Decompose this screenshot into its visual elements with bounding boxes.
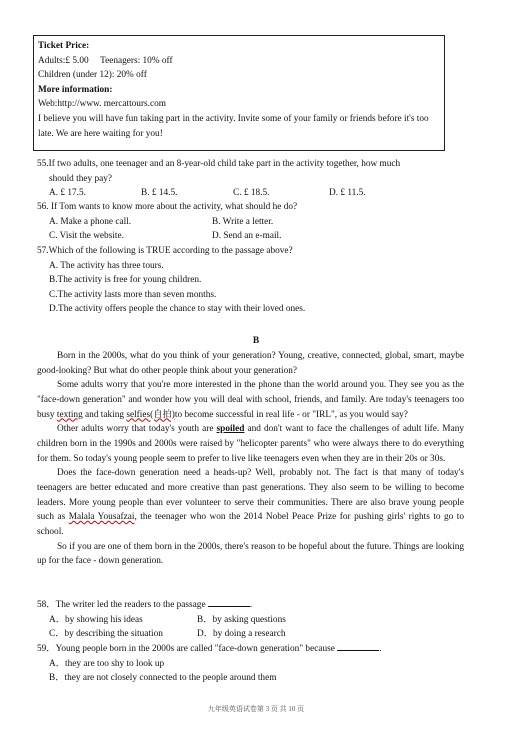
reading-passage-b [37,349,464,569]
paragraph-2-text-b: and taking [82,409,127,420]
paragraph-3-text-b: and don't want to face the challenges of adult life. Many children born in the 1990s and 2000s were raised by "helicopter parents" who were always there to do everything for them. So today's young people seem to prefer to live like teenagers even when they are in their 20s or 30s. [37,424,464,464]
prices-line-1: Adults:£ 5.00 Teenagers: 10% off [38,55,173,66]
option-c: C.The activity lasts more than seven months. [49,289,217,300]
option-d: D. £ 11.5. [329,188,366,199]
options-row [37,186,465,201]
question-55 [37,157,465,201]
option-b: B．they are not closely connected to the people around them [49,673,277,684]
paragraph-4-text-a: Does the face-down generation need a heads-up? Well, probably not. The fact is that many of today's teenagers are better educated and more creative than past generations. They also seem to be willing to become leaders. More young people than ever volunteer to serve their communities. There are also brave young people such as [37,468,464,523]
options-row-1 [37,215,465,230]
question-stem-line [37,641,465,657]
name-malala: Malala Yousafzai [68,512,135,523]
paragraph-3-text-a: Other adults worry that today's youth are [57,424,217,435]
word-selfies: selfies(自拍) [126,409,175,420]
question-stem: 55.If two adults, one teenager and an 8-year-old child take part in the activity together, how much [37,159,401,169]
question-56 [37,200,465,244]
word-spoiled: spoiled [216,424,245,435]
website-line: Web:http://www. mercattours.com [38,99,166,110]
answer-blank [337,641,379,651]
option-b: B. £ 14.5. [141,188,178,199]
option-d: D．by doing a research [197,629,286,640]
paragraph-5: So if you are one of them born in the 2000s, there's reason to be hopeful about the future. Things are looking up for the face - down generation. [37,541,464,567]
word-texting: texting [56,409,83,420]
question-stem-end: . [249,600,253,610]
question-stem-line [37,597,465,613]
paragraph-2-text-c: to become successful in real life - or "IRL", as you would say? [174,409,408,420]
section-b-heading: B [252,336,260,346]
paragraph-4-text-b: , the teenager who won the 2014 Nobel Peace Prize for pushing girls' rights to go to school. [37,512,465,537]
option-b: B. Write a letter. [212,216,274,227]
options-row-1 [37,613,465,628]
paragraph-2-text-a: Some adults worry that you're more interested in the phone than the world around you. They see you as the "face-down generation" and wonder how you will deal with school, friends, and family. Are today's teenagers too busy [37,380,464,420]
option-c: C. Visit the website. [49,231,124,242]
option-d: D. Send an e-mail. [212,231,282,242]
option-a: A. The activity has three tours. [49,260,164,271]
option-c: C．by describing the situation [49,629,163,640]
option-d: D.The activity offers people the chance to stay with their loved ones. [49,304,306,315]
question-58 [37,597,465,642]
question-stem: 56. If Tom wants to know more about the activity, what should he do? [37,202,298,212]
ticket-notice-box [33,35,445,151]
question-stem-end: . [379,644,382,654]
question-stem-cont: should they pay? [49,173,112,184]
options-row-2 [37,229,465,244]
option-b: B．by asking questions [197,614,286,625]
question-stem: 59．Young people born in the 2000s are called "face-down generation" because [37,644,335,654]
question-stem: 58．The writer led the readers to the passage [37,600,206,610]
option-a: A. Make a phone call. [49,216,132,227]
options-row-2 [37,627,465,642]
question-59 [37,641,465,686]
option-c: C. £ 18.5. [233,188,270,199]
question-stem: 57.Which of the following is TRUE according to the passage above? [37,246,293,256]
paragraph-1: Born in the 2000s, what do you think of your generation? Young, creative, connected, global, smart, maybe good-looking? But what do other people think about your generation? [37,351,464,376]
option-a: A. £ 17.5. [49,188,86,199]
option-b: B.The activity is free for young children. [49,275,202,286]
page-footer: 九年级英语试卷第 3 页 共 10 页 [207,705,305,713]
paragraph-3 [37,422,464,466]
more-info-heading: More information: [38,84,113,95]
option-a: A．they are too shy to look up [49,658,165,669]
question-57 [37,244,465,317]
answer-blank [208,597,250,607]
closing-text: I believe you will have fun taking part in the activity. Invite some of your family or friends before it's too late. We are here waiting for you! [38,113,429,139]
paragraph-2 [37,378,464,422]
prices-line-2: Children (under 12): 20% off [38,70,147,81]
paragraph-4 [37,466,464,539]
ticket-price-heading: Ticket Price: [38,41,90,51]
option-a: A．by showing his ideas [49,614,143,625]
